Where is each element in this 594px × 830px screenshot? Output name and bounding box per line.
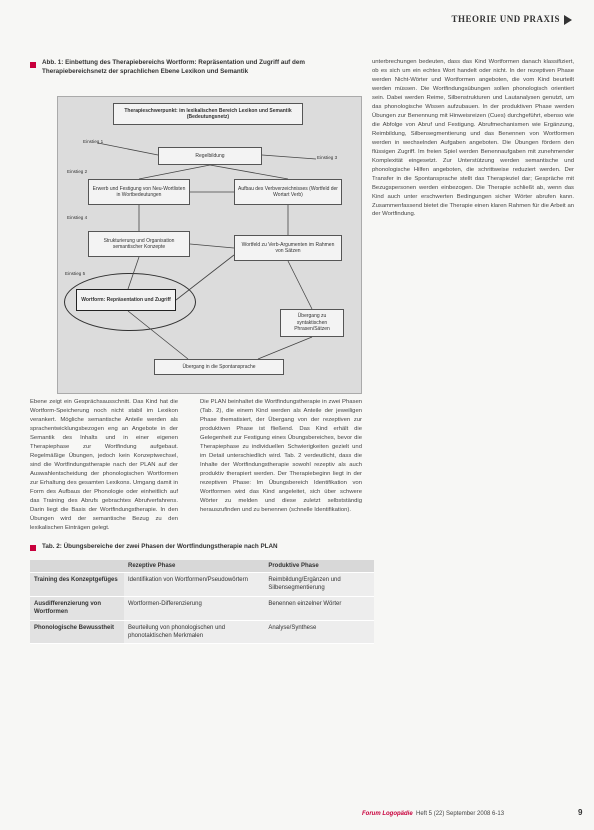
box-regelbildung: Regelbildung [158, 147, 262, 165]
label-einstieg-4: Einstieg 4 [67, 215, 88, 220]
table-row-heading: Phonologische Bewusstheit [30, 620, 124, 644]
box-uebergang-phrasen: Übergang zu syntaktischen Phrasen/Sätzen [280, 309, 344, 337]
table-cell: Benennen einzelner Wörter [264, 596, 374, 620]
box-wortfeld-verb: Wortfeld zu Verb-Argumenten im Rahmen von Sätzen [234, 235, 342, 261]
table-row-heading: Ausdifferenzierung von Wortformen [30, 596, 124, 620]
table-row-heading: Training des Konzeptgefüges [30, 573, 124, 597]
table-cell: Analyse/Synthese [264, 620, 374, 644]
caption-marker-icon [30, 62, 36, 68]
paragraph: unterbrechungen bedeuten, dass das Kind Wortformen danach klassifiziert, ob es sich um ein echtes Wort handelt oder nicht. In der rezeptiven Phase werden Nicht-Wörter und Wortformen angeboten, die vom Kind beurteilt werden müssen. Die Wortfindungsübungen sollen phonologisch orientiert sein. Dabei werden Reime, Silbenstrukturen und Lautanalysen genutzt, um das phonologische Wissen aufzubauen. In der produktiven Phase werden Übungen zur Benennung mit Hinweisreizen (Cues) durchgeführt, ebenso wie die Abfolge von Abruf und Festigung. Abrufmechanismen wie Ergänzung, Reimbildung, Silbensegmentierung und das Benennen von Wortformen werden in wechselnden Aufgaben angeboten. Die Übungen fördern den flüssigen Zugriff. Im freien Spiel werden Benennaufgaben mit zunehmender Komplexität eingesetzt. Zur Unterstützung werden semantische und phonologische Hilfen angeboten, die schrittweise reduziert werden. Der Transfer in die Spontansprache stellt das Therapieziel dar; Gespräche mit Bezugspersonen werden einbezogen. Die Therapie schließt ab, wenn das Kind auch unter erschwerten Bedingungen sicher Wörter abrufen kann. Zusammenfassend bietet die Therapie einen klaren Rahmen für die Arbeit an der Wortfindung. [372, 59, 574, 218]
table-row [30, 596, 374, 620]
table-row [30, 620, 374, 644]
label-einstieg-2: Einstieg 2 [67, 169, 88, 174]
table-cell: Wortformen-Differenzierung [124, 596, 264, 620]
paragraph: Die PLAN beinhaltet die Wortfindungstherapie in zwei Phasen (Tab. 2), die einem Kind werden als Anteile der jeweiligen Phase thematisiert, der Übergang von der rezeptiven zur produktiven Phase ist fließend. Das Kind erhält die Gelegenheit zur Festigung eines Übungsbereiches, bevor die Therapiephase zu individuellen Schwierigkeiten gezielt und im Detail unterschiedlich wird. Tab. 2 verdeutlicht, dass die Inhalte der Wortfindungstherapie sowohl rezeptiv als auch produktiv therapiert werden. Der Therapiebeginn liegt in der rezeptiven Phase: Im Übungsbereich Identifikation von Wortformen wird das Kind angeleitet, sich über schwere Wörter zu melden und diese zuletzt selbstständig herauszufinden und zu benennen (schnelle Identifikation). [200, 399, 362, 513]
text-column-left [30, 398, 178, 533]
page-number: 9 [578, 808, 583, 817]
figure-diagram [57, 96, 362, 394]
box-uebergang-spontansprache: Übergang in die Spontansprache [154, 359, 284, 375]
table-cell: Identifikation von Wortformen/Pseudowörtern [124, 573, 264, 597]
table-row [30, 573, 374, 597]
table-header-row [30, 560, 374, 573]
journal-name: Forum Logopädie [362, 811, 413, 817]
table-header-cell: Produktive Phase [264, 560, 374, 573]
text-column-middle [200, 398, 362, 515]
issue-info: Heft 5 (22) September 2008 6-13 [416, 811, 505, 817]
text-column-right [372, 58, 574, 219]
label-einstieg-5: Einstieg 5 [65, 271, 86, 276]
label-einstieg-3: Einstieg 3 [317, 155, 338, 160]
triangle-arrow-icon [564, 15, 572, 25]
table-caption: Tab. 2: Übungsbereiche der zwei Phasen der Wortfindungstherapie nach PLAN [42, 543, 278, 550]
section-header: THEORIE UND PRAXIS [451, 14, 572, 25]
table-cell: Reimbildung/Ergänzen und Silbensegmentierung [264, 573, 374, 597]
box-aufbau-verb: Aufbau des Verbverzeichnisses (Wortfeld der Wortart Verb) [234, 179, 342, 205]
footer [362, 811, 504, 817]
exercise-table [30, 560, 374, 644]
diagram-connectors [58, 97, 361, 393]
box-erwerb: Erwerb und Festigung von Neu-Wortlisten in Wortbedeutungen [88, 179, 190, 205]
figure-caption: Abb. 1: Einbettung des Therapiebereichs Wortform: Repräsentation und Zugriff auf dem Therapiebereichsnetz der sprachlichen Ebene Lexikon und Semantik [42, 59, 305, 76]
box-wortform: Wortform: Repräsentation und Zugriff [76, 289, 176, 311]
table-caption-marker-icon [30, 545, 36, 551]
paragraph: Ebene zeigt ein Gesprächsausschnitt. Das Kind hat die Wortform-Speicherung noch nicht stabil im Lexikon verankert. Mögliche semantische Anteile werden als sprachentwicklungsbezogen eng an Angebote in der Semantik des Inhalts und in einer eigenen Therapiephase zur Wortfindung aufgebaut. Regelmäßige Übungen, jedoch kein Konzeptwechsel, sind die Wortfindungstherapie nach der PLAN auf der Auswahlentscheidung der phonologischen Wortformen zur Erhaltung des gesamten Lexikons. Umgang damit in Form des Aufbaus der Phonologie oder einheitlich auf das Training des Abrufs gebrachtes Abrufverfahrens. Darin liegt die Basis der Wortfindungstherapie. In den Übungen wird der semantische Bezug zu den lexikalischen Einträgen gelegt. [30, 399, 178, 531]
table-header-cell [30, 560, 124, 573]
box-strukturierung: Strukturierung und Organisation semantischer Konzepte [88, 231, 190, 257]
diagram-title-box: Therapieschwerpunkt: im lexikalischen Bereich Lexikon und Semantik (Bedeutungsnetz) [113, 103, 303, 125]
label-einstieg-1: Einstieg 1 [83, 139, 104, 144]
table-header-cell: Rezeptive Phase [124, 560, 264, 573]
table-cell: Beurteilung von phonologischen und phonotaktischen Merkmalen [124, 620, 264, 644]
